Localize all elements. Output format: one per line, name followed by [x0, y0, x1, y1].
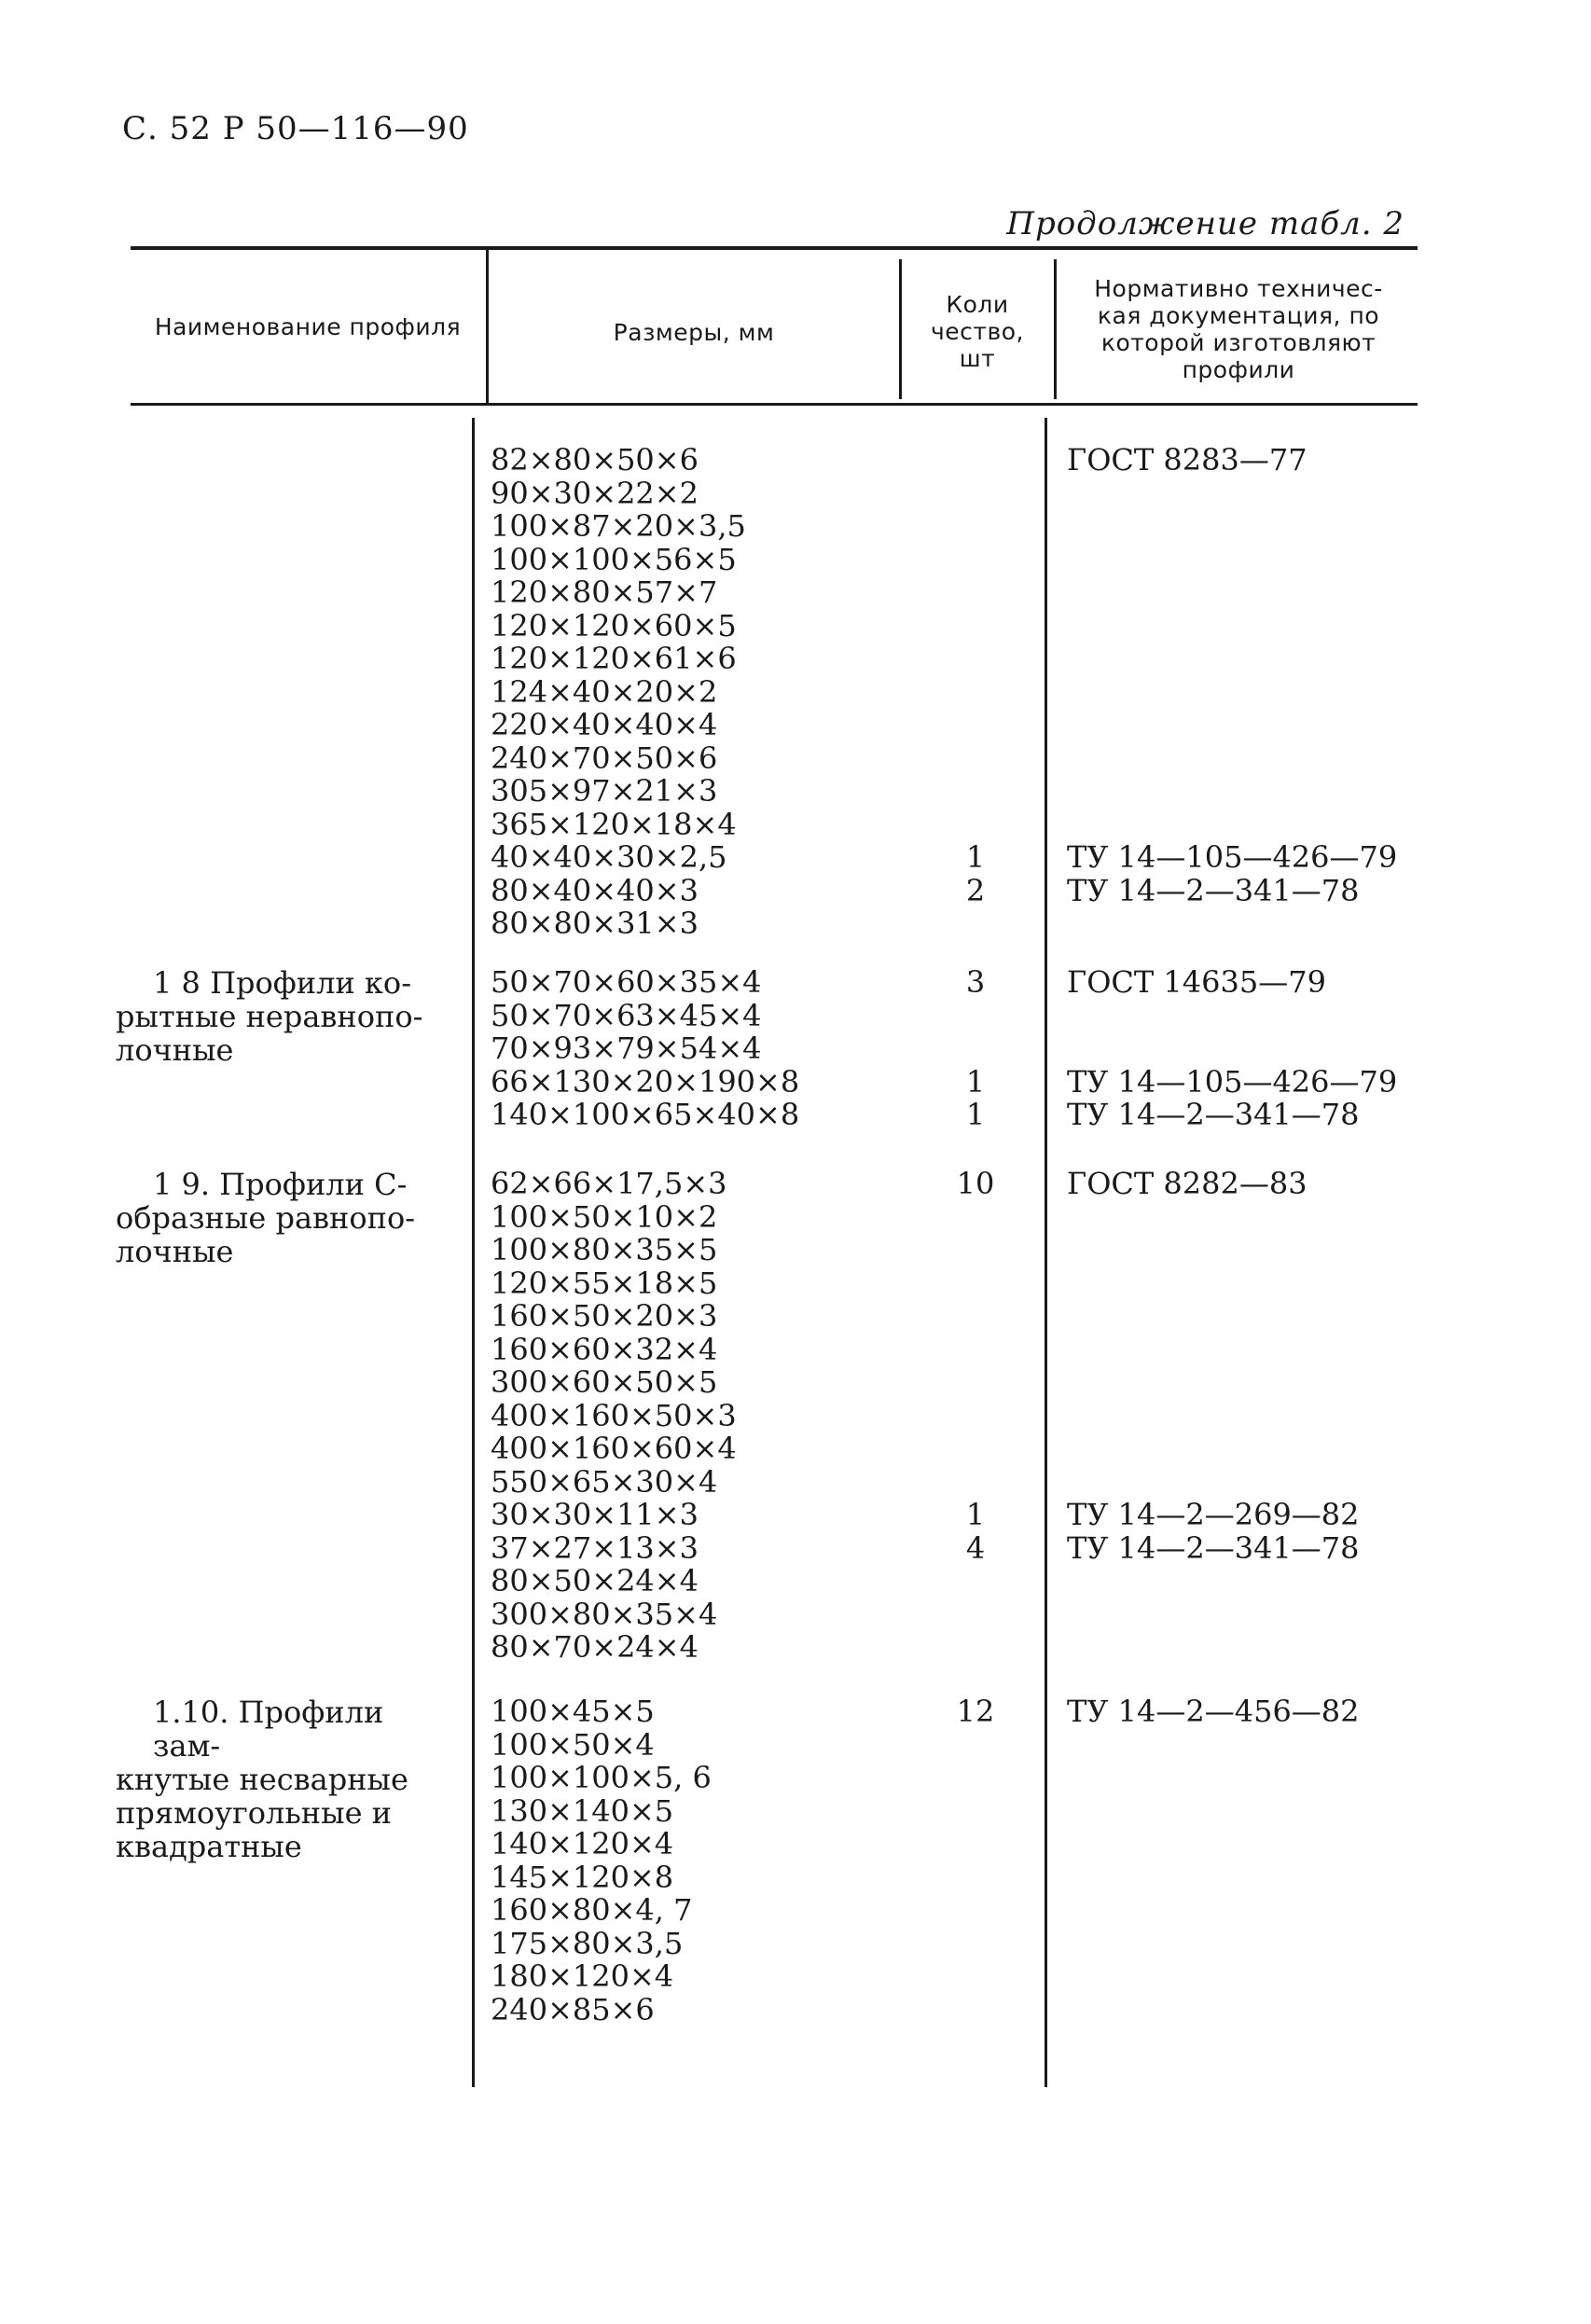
size-value: 240×70×50×6 — [491, 740, 718, 776]
size-value: 80×40×40×3 — [491, 872, 699, 908]
size-value: 550×65×30×4 — [491, 1463, 718, 1500]
column-header-quantity-line: Коли — [946, 291, 1009, 318]
profile-name-line: лочные — [116, 1234, 234, 1269]
documentation-ref — [1067, 742, 1459, 776]
size-value: 80×70×24×4 — [491, 1629, 699, 1665]
quantity-value: 10 — [956, 1166, 995, 1201]
documentation-ref — [1067, 610, 1459, 643]
size-value: 120×80×57×7 — [491, 574, 718, 610]
size-value: 130×140×5 — [491, 1792, 674, 1829]
profile-name-line: рытные неравнопо- — [116, 999, 423, 1034]
size-value: 82×80×50×6 — [491, 442, 699, 477]
quantity-value — [901, 576, 1050, 610]
quantity-value — [901, 709, 1050, 742]
documentation-ref: ГОСТ 8283—77 — [1067, 442, 1307, 477]
size-value: 80×50×24×4 — [491, 1563, 699, 1598]
documentation-ref — [1067, 477, 1459, 511]
size-value: 365×120×18×4 — [491, 806, 737, 842]
quantity-value — [901, 1366, 1050, 1400]
size-value: 240×85×6 — [491, 1991, 655, 2027]
documentation-ref — [1067, 1234, 1459, 1267]
size-value: 100×87×20×3,5 — [491, 508, 746, 544]
documentation-ref — [1067, 1861, 1459, 1895]
profile-name-line: кнутые несварные — [116, 1762, 408, 1797]
quantity-value — [901, 742, 1050, 776]
size-value: 100×50×10×2 — [491, 1198, 718, 1235]
quantity-value — [901, 1928, 1050, 1961]
quantity-value — [901, 444, 1050, 477]
quantity-value — [901, 907, 1050, 941]
documentation-ref — [1067, 676, 1459, 710]
size-value: 66×130×20×190×8 — [491, 1063, 800, 1100]
quantity-value — [901, 1400, 1050, 1433]
profile-name-line: 1.10. Профили зам- — [153, 1695, 384, 1764]
size-value: 30×30×11×3 — [491, 1497, 699, 1532]
quantity-value — [901, 1795, 1050, 1829]
quantity-value — [901, 809, 1050, 842]
documentation-ref — [1067, 1828, 1459, 1861]
documentation-cell — [1067, 1168, 1459, 1665]
size-value: 100×80×35×5 — [491, 1232, 718, 1267]
sizes-cell — [491, 1695, 892, 2027]
table-caption: Продолжение табл. 2 — [1006, 205, 1404, 242]
quantity-value — [901, 1000, 1050, 1033]
documentation-ref — [1067, 1400, 1459, 1433]
documentation-ref — [1067, 1334, 1459, 1367]
documentation-ref — [1067, 1267, 1459, 1301]
size-value: 50×70×60×35×4 — [491, 964, 762, 1000]
size-value: 305×97×21×3 — [491, 773, 718, 809]
quantity-value — [901, 1300, 1050, 1334]
size-value: 145×120×8 — [491, 1859, 674, 1895]
profile-name-line: 1 8 Профили ко- — [153, 965, 411, 1001]
size-value: 400×160×60×4 — [491, 1431, 737, 1466]
documentation-ref — [1067, 1928, 1459, 1961]
documentation-ref — [1067, 1762, 1459, 1795]
profile-name-line: лочные — [116, 1032, 234, 1068]
quantity-cell — [901, 966, 1050, 1132]
quantity-value — [901, 477, 1050, 511]
size-value: 300×80×35×4 — [491, 1596, 718, 1632]
quantity-value — [901, 610, 1050, 643]
quantity-value: 1 — [965, 1497, 986, 1532]
quantity-value: 4 — [965, 1529, 986, 1566]
size-value: 100×45×5 — [491, 1694, 655, 1729]
quantity-value — [901, 1631, 1050, 1665]
quantity-value — [901, 544, 1050, 577]
size-value: 180×120×4 — [491, 1958, 674, 1994]
size-value: 62×66×17,5×3 — [491, 1166, 727, 1201]
size-value: 100×100×56×5 — [491, 541, 737, 577]
quantity-value — [901, 1598, 1050, 1632]
documentation-ref: ТУ 14—105—426—79 — [1067, 1063, 1398, 1100]
size-value: 220×40×40×4 — [491, 707, 718, 742]
size-value: 120×120×60×5 — [491, 607, 737, 643]
quantity-cell — [901, 1168, 1050, 1665]
quantity-cell — [901, 1695, 1050, 2027]
quantity-value — [901, 1729, 1050, 1763]
column-divider — [899, 259, 902, 399]
size-value: 100×50×4 — [491, 1726, 655, 1763]
column-header-name: Наименование профиля — [154, 313, 462, 340]
quantity-value — [901, 1762, 1050, 1795]
documentation-ref — [1067, 510, 1459, 544]
documentation-ref — [1067, 775, 1459, 809]
column-header-documentation-line: кая документация, по — [1097, 302, 1380, 329]
documentation-ref — [1067, 1432, 1459, 1466]
size-value: 37×27×13×3 — [491, 1529, 699, 1566]
documentation-ref — [1067, 1300, 1459, 1334]
documentation-ref: ТУ 14—2—456—82 — [1067, 1694, 1360, 1729]
quantity-value — [901, 1894, 1050, 1928]
size-value: 100×100×5, 6 — [491, 1760, 712, 1795]
profile-name-line: прямоугольные и — [116, 1795, 392, 1831]
documentation-cell — [1067, 1695, 1459, 2027]
documentation-ref — [1067, 1894, 1459, 1928]
documentation-ref — [1067, 1366, 1459, 1400]
documentation-ref: ТУ 14—2—341—78 — [1067, 1529, 1360, 1566]
profile-name-cell — [116, 1168, 451, 1268]
column-header-sizes: Размеры, мм — [613, 319, 775, 346]
quantity-value — [901, 1994, 1050, 2027]
documentation-ref — [1067, 643, 1459, 676]
documentation-ref — [1067, 1598, 1459, 1632]
documentation-ref — [1067, 544, 1459, 577]
size-value: 160×80×4, 7 — [491, 1892, 693, 1928]
size-value: 124×40×20×2 — [491, 673, 718, 710]
quantity-value — [901, 676, 1050, 710]
quantity-value: 1 — [965, 1063, 986, 1100]
size-value: 160×60×32×4 — [491, 1331, 718, 1367]
quantity-value — [901, 1565, 1050, 1598]
documentation-ref — [1067, 1994, 1459, 2027]
size-value: 90×30×22×2 — [491, 475, 699, 511]
quantity-value — [901, 1201, 1050, 1235]
documentation-ref — [1067, 1631, 1459, 1665]
size-value: 300×60×50×5 — [491, 1364, 718, 1400]
quantity-value — [901, 1828, 1050, 1861]
column-header-documentation-line: профили — [1182, 356, 1295, 383]
documentation-ref — [1067, 576, 1459, 610]
size-value: 80×80×31×3 — [491, 906, 699, 941]
profile-name-cell — [116, 1695, 451, 1863]
page-header: С. 52 Р 50—116—90 — [122, 110, 469, 147]
documentation-ref — [1067, 1032, 1459, 1066]
documentation-ref — [1067, 1000, 1459, 1033]
documentation-ref: ГОСТ 8282—83 — [1067, 1166, 1307, 1201]
documentation-ref — [1067, 1466, 1459, 1500]
quantity-value — [901, 1032, 1050, 1066]
documentation-ref: ТУ 14—2—341—78 — [1067, 1097, 1360, 1132]
documentation-ref — [1067, 907, 1459, 941]
quantity-value — [901, 1334, 1050, 1367]
sizes-cell — [491, 444, 892, 941]
column-divider — [1054, 259, 1057, 399]
sizes-cell — [491, 966, 892, 1132]
table-header-rule — [131, 403, 1418, 406]
documentation-ref — [1067, 1960, 1459, 1994]
documentation-ref: ГОСТ 14635—79 — [1067, 964, 1326, 1000]
size-value: 120×120×61×6 — [491, 641, 737, 676]
quantity-value — [901, 1466, 1050, 1500]
profile-name-line: образные равнопо- — [116, 1200, 416, 1236]
quantity-value — [901, 1267, 1050, 1301]
column-divider — [472, 418, 475, 2087]
size-value: 50×70×63×45×4 — [491, 997, 762, 1033]
column-header-quantity — [903, 291, 1052, 372]
quantity-value — [901, 1234, 1050, 1267]
quantity-value: 2 — [965, 872, 986, 908]
profile-name-line: квадратные — [116, 1829, 302, 1864]
size-value: 40×40×30×2,5 — [491, 839, 727, 875]
documentation-cell — [1067, 966, 1459, 1132]
quantity-value: 1 — [965, 839, 986, 875]
profile-name-cell — [116, 966, 451, 1067]
documentation-ref — [1067, 1201, 1459, 1235]
size-value: 70×93×79×54×4 — [491, 1031, 762, 1066]
documentation-ref: ТУ 14—2—269—82 — [1067, 1497, 1360, 1532]
quantity-value — [901, 1432, 1050, 1466]
quantity-value — [901, 510, 1050, 544]
documentation-ref — [1067, 1565, 1459, 1598]
documentation-ref: ТУ 14—105—426—79 — [1067, 839, 1398, 875]
documentation-ref: ТУ 14—2—341—78 — [1067, 872, 1360, 908]
sizes-cell — [491, 1168, 892, 1665]
size-value: 140×100×65×40×8 — [491, 1097, 800, 1132]
size-value: 175×80×3,5 — [491, 1925, 684, 1961]
column-header-documentation-line: Нормативно техничес- — [1094, 275, 1383, 302]
column-header-quantity-line: шт — [959, 345, 996, 372]
quantity-value: 3 — [965, 964, 986, 1000]
size-value: 400×160×50×3 — [491, 1397, 737, 1433]
quantity-cell — [901, 444, 1050, 941]
documentation-ref — [1067, 709, 1459, 742]
column-header-documentation-line: которой изготовляют — [1100, 329, 1377, 356]
column-header-quantity-line: чество, — [931, 318, 1024, 345]
quantity-value — [901, 1861, 1050, 1895]
quantity-value — [901, 643, 1050, 676]
quantity-value: 1 — [965, 1097, 986, 1132]
quantity-value — [901, 775, 1050, 809]
size-value: 160×50×20×3 — [491, 1298, 718, 1334]
documentation-ref — [1067, 809, 1459, 842]
quantity-value — [901, 1960, 1050, 1994]
table-top-rule — [131, 246, 1418, 250]
quantity-value: 12 — [956, 1694, 995, 1729]
documentation-ref — [1067, 1795, 1459, 1829]
documentation-ref — [1067, 1729, 1459, 1763]
size-value: 120×55×18×5 — [491, 1265, 718, 1301]
profile-name-line: 1 9. Профили С- — [153, 1167, 408, 1202]
column-header-documentation — [1058, 275, 1419, 383]
size-value: 140×120×4 — [491, 1826, 674, 1861]
documentation-cell — [1067, 444, 1459, 941]
